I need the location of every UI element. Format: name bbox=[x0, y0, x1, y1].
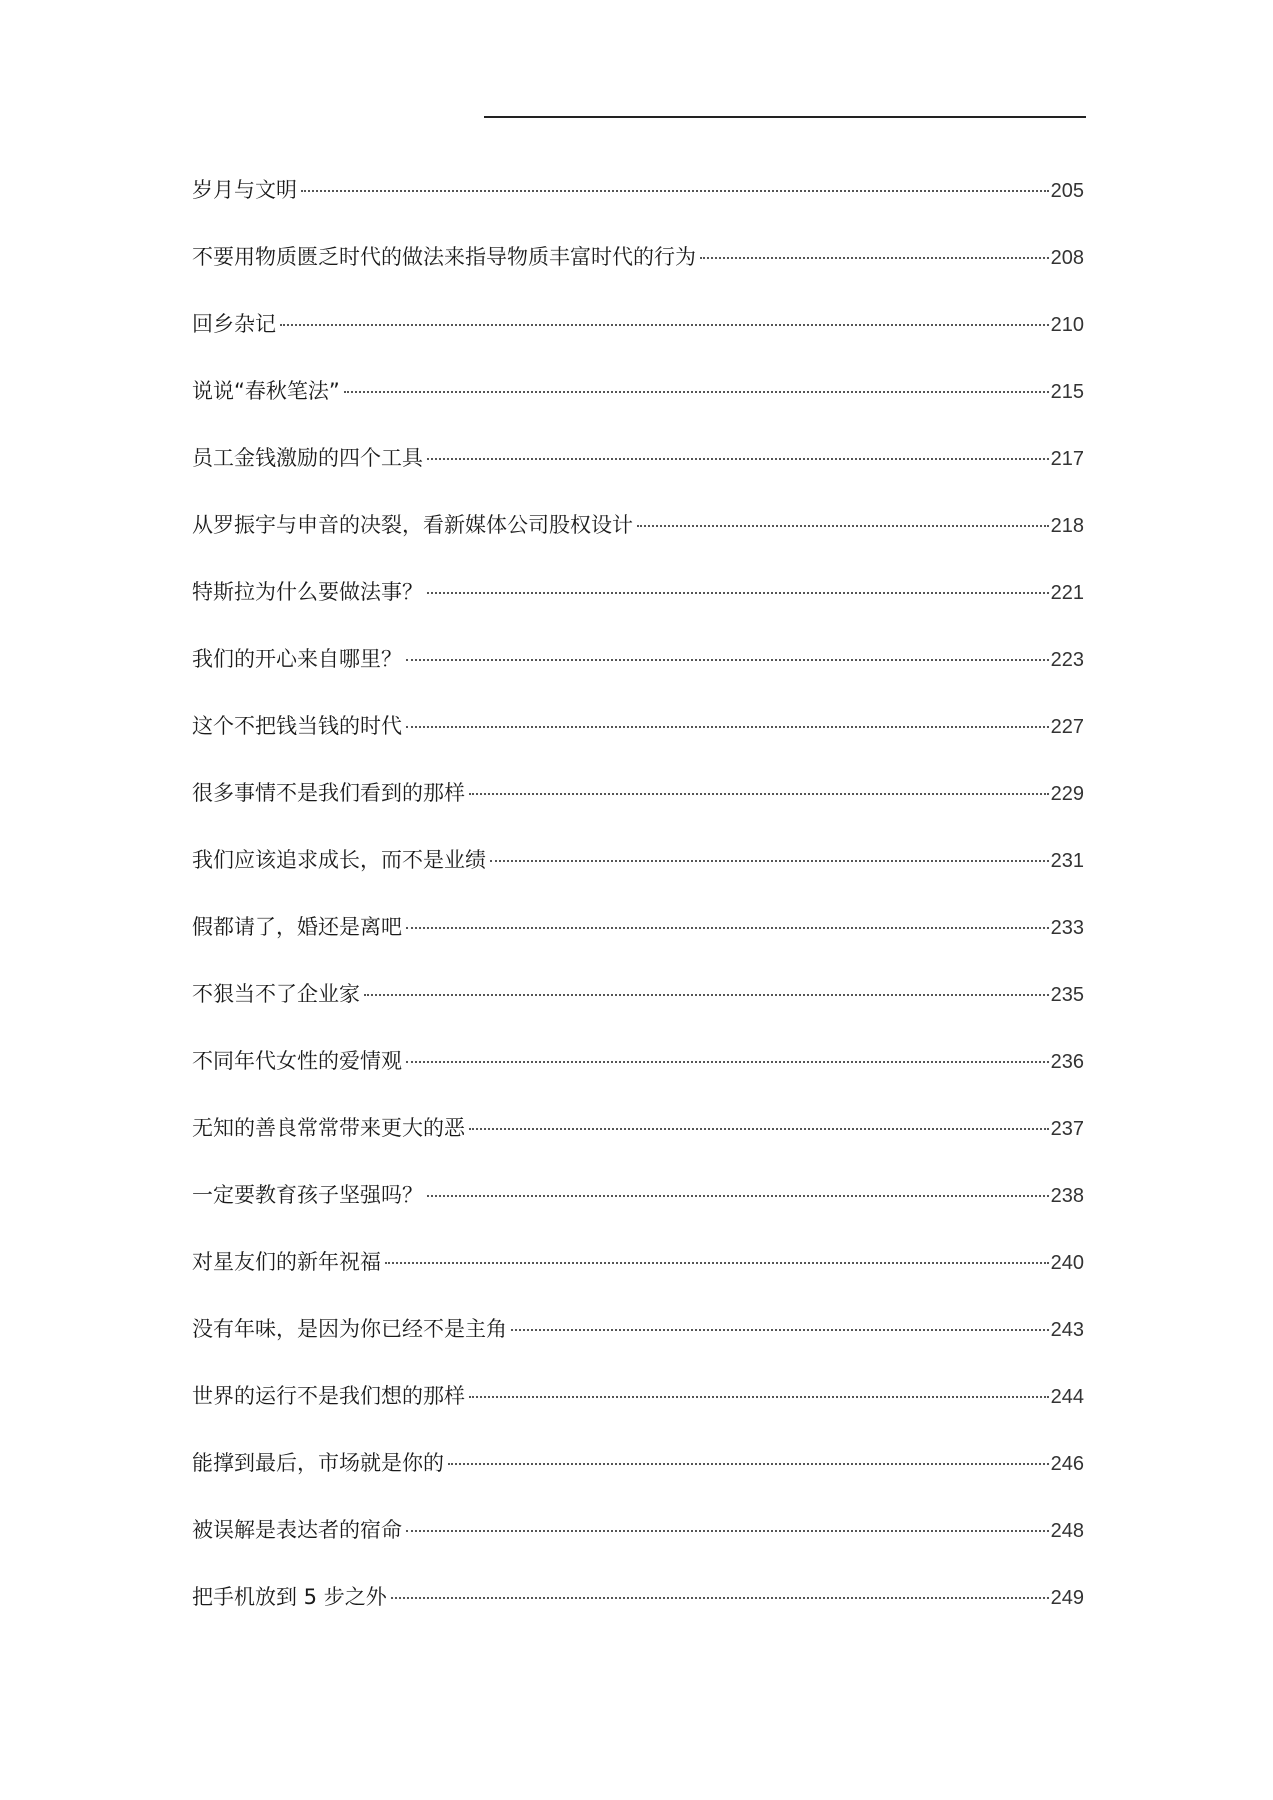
toc-entry-page: 249 bbox=[1050, 1587, 1084, 1609]
toc-dot-leader bbox=[406, 1061, 1049, 1063]
toc-entry-page: 246 bbox=[1050, 1453, 1084, 1475]
toc-entry[interactable] bbox=[192, 1108, 1084, 1175]
toc-dot-leader bbox=[344, 391, 1049, 393]
toc-entry-page: 237 bbox=[1050, 1118, 1084, 1140]
toc-dot-leader bbox=[469, 1396, 1049, 1398]
toc-entry-page: 236 bbox=[1050, 1051, 1084, 1073]
toc-entry-page: 217 bbox=[1050, 448, 1084, 470]
toc-entry[interactable] bbox=[192, 170, 1084, 237]
toc-dot-leader bbox=[364, 994, 1049, 996]
toc-entry-title: 我们应该追求成长，而不是业绩 bbox=[192, 848, 486, 872]
toc-dot-leader bbox=[280, 324, 1049, 326]
toc-entry-title: 没有年味，是因为你已经不是主角 bbox=[192, 1317, 507, 1341]
toc-entry-title: 不同年代女性的爱情观 bbox=[192, 1049, 402, 1073]
toc-entry[interactable] bbox=[192, 974, 1084, 1041]
toc-entry-title: 这个不把钱当钱的时代 bbox=[192, 714, 402, 738]
toc-dot-leader bbox=[301, 190, 1049, 192]
toc-entry-page: 231 bbox=[1050, 850, 1084, 872]
toc-dot-leader bbox=[427, 592, 1049, 594]
toc-entry[interactable] bbox=[192, 1041, 1084, 1108]
toc-entry-title: 说说“春秋笔法” bbox=[192, 379, 340, 403]
toc-entry[interactable] bbox=[192, 371, 1084, 438]
toc-entry-page: 205 bbox=[1050, 180, 1084, 202]
toc-entry-title: 对星友们的新年祝福 bbox=[192, 1250, 381, 1274]
toc-dot-leader bbox=[469, 793, 1049, 795]
toc-dot-leader bbox=[490, 860, 1049, 862]
toc-entry-title: 能撑到最后，市场就是你的 bbox=[192, 1451, 444, 1475]
table-of-contents bbox=[192, 170, 1084, 1644]
toc-entry[interactable] bbox=[192, 1376, 1084, 1443]
toc-entry-page: 243 bbox=[1050, 1319, 1084, 1341]
toc-dot-leader bbox=[427, 1195, 1049, 1197]
toc-dot-leader bbox=[448, 1463, 1049, 1465]
toc-entry-page: 210 bbox=[1050, 314, 1084, 336]
toc-entry[interactable] bbox=[192, 1175, 1084, 1242]
toc-entry-title: 岁月与文明 bbox=[192, 178, 297, 202]
toc-entry-title: 不狠当不了企业家 bbox=[192, 982, 360, 1006]
toc-entry-page: 227 bbox=[1050, 716, 1084, 738]
toc-entry[interactable] bbox=[192, 438, 1084, 505]
toc-dot-leader bbox=[391, 1597, 1049, 1599]
toc-entry-title: 世界的运行不是我们想的那样 bbox=[192, 1384, 465, 1408]
toc-entry-title: 不要用物质匮乏时代的做法来指导物质丰富时代的行为 bbox=[192, 245, 696, 269]
toc-entry[interactable] bbox=[192, 840, 1084, 907]
toc-entry-page: 208 bbox=[1050, 247, 1084, 269]
toc-entry-page: 223 bbox=[1050, 649, 1084, 671]
toc-entry-title: 被误解是表达者的宿命 bbox=[192, 1518, 402, 1542]
toc-entry-page: 238 bbox=[1050, 1185, 1084, 1207]
toc-entry-title: 无知的善良常常带来更大的恶 bbox=[192, 1116, 465, 1140]
header-rule bbox=[484, 116, 1086, 118]
toc-entry[interactable] bbox=[192, 1242, 1084, 1309]
toc-dot-leader bbox=[427, 458, 1049, 460]
toc-entry-page: 235 bbox=[1050, 984, 1084, 1006]
toc-entry[interactable] bbox=[192, 237, 1084, 304]
toc-entry-title: 特斯拉为什么要做法事？ bbox=[192, 580, 423, 604]
toc-entry[interactable] bbox=[192, 1577, 1084, 1644]
toc-entry-title: 员工金钱激励的四个工具 bbox=[192, 446, 423, 470]
toc-entry-title: 把手机放到 5 步之外 bbox=[192, 1585, 387, 1609]
toc-entry-title: 一定要教育孩子坚强吗？ bbox=[192, 1183, 423, 1207]
toc-entry[interactable] bbox=[192, 907, 1084, 974]
toc-entry-page: 215 bbox=[1050, 381, 1084, 403]
toc-entry-title: 很多事情不是我们看到的那样 bbox=[192, 781, 465, 805]
toc-entry[interactable] bbox=[192, 1510, 1084, 1577]
toc-dot-leader bbox=[406, 726, 1049, 728]
toc-entry[interactable] bbox=[192, 1443, 1084, 1510]
toc-entry-title: 假都请了，婚还是离吧 bbox=[192, 915, 402, 939]
toc-entry-page: 244 bbox=[1050, 1386, 1084, 1408]
toc-dot-leader bbox=[406, 659, 1049, 661]
toc-dot-leader bbox=[469, 1128, 1049, 1130]
toc-entry-title: 我们的开心来自哪里？ bbox=[192, 647, 402, 671]
toc-entry[interactable] bbox=[192, 773, 1084, 840]
toc-entry[interactable] bbox=[192, 572, 1084, 639]
toc-entry[interactable] bbox=[192, 706, 1084, 773]
toc-entry[interactable] bbox=[192, 505, 1084, 572]
toc-entry-title: 回乡杂记 bbox=[192, 312, 276, 336]
toc-entry-page: 248 bbox=[1050, 1520, 1084, 1542]
toc-entry[interactable] bbox=[192, 304, 1084, 371]
toc-entry-page: 233 bbox=[1050, 917, 1084, 939]
toc-entry-page: 229 bbox=[1050, 783, 1084, 805]
toc-entry[interactable] bbox=[192, 1309, 1084, 1376]
toc-entry-page: 240 bbox=[1050, 1252, 1084, 1274]
toc-entry-title: 从罗振宇与申音的决裂，看新媒体公司股权设计 bbox=[192, 513, 633, 537]
toc-dot-leader bbox=[637, 525, 1049, 527]
toc-entry-page: 218 bbox=[1050, 515, 1084, 537]
toc-dot-leader bbox=[406, 927, 1049, 929]
toc-dot-leader bbox=[385, 1262, 1049, 1264]
toc-entry[interactable] bbox=[192, 639, 1084, 706]
toc-dot-leader bbox=[511, 1329, 1049, 1331]
toc-entry-page: 221 bbox=[1050, 582, 1084, 604]
toc-dot-leader bbox=[406, 1530, 1049, 1532]
toc-dot-leader bbox=[700, 257, 1049, 259]
